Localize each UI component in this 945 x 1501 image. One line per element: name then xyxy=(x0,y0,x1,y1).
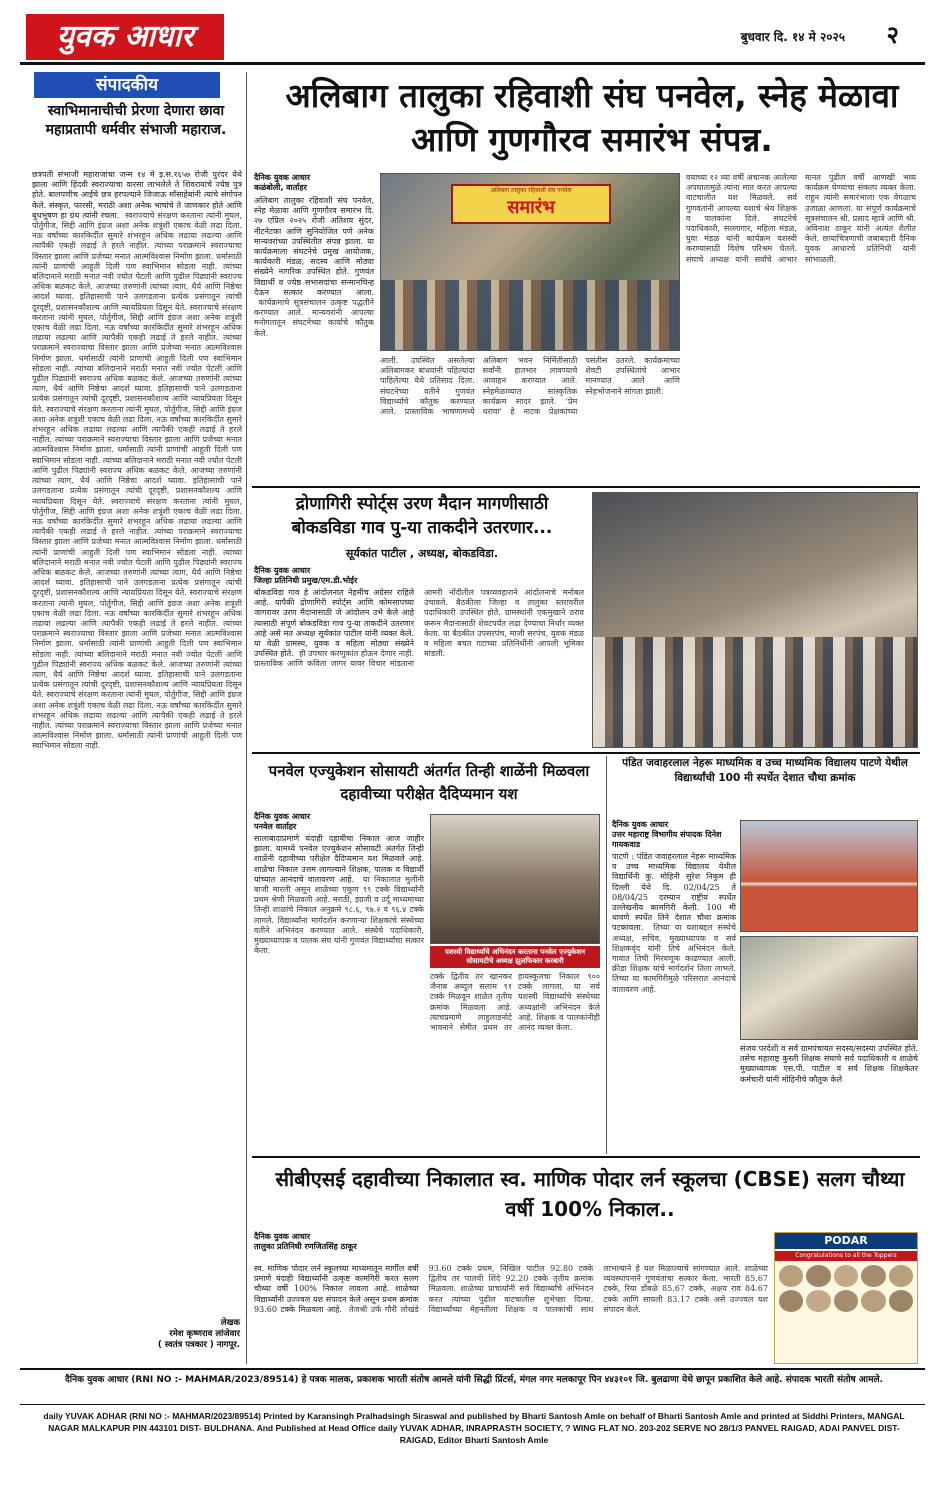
story1-body-col2 xyxy=(380,356,680,484)
story5-body: स्व. माणिक पोदार लर्न स्कूलच्या माध्यमातून मार्गील वर्षी प्रमाणे यंदाही विद्यार्थ्यांनी उत्कृष्ट कामगिरी करत सलग चौथ्या वर्षी 100% निकाल लावला आहे. शाळेच्या विद्यार्थ्यांनी उज्ज्वल यश संपादन केले असून प्रथम क्रमांक 93.60 टक्के मिळवला आहे. xyxy=(254,1264,419,1314)
story1-photo xyxy=(380,173,680,351)
topper-photo xyxy=(861,1265,885,1287)
footer-marathi: दैनिक युवक आधार (RNI NO :- MAHMAR/2023/89514) हे पत्रक मालक, प्रकाशक भारती संतोष आमले यांनी सिद्धी प्रिंटर्स, मंगल नगर मलकापूर पिन ४४३१०१ जि. बुलढाणा येथे छापून प्रकाशित केले आहे. संपादक भारती संतोष आमले. xyxy=(65,1375,883,1385)
story4-photo-track xyxy=(740,820,918,932)
story4-byline xyxy=(612,820,732,850)
story1-bottom-rule xyxy=(252,486,920,488)
story2-subheadline: सूर्यकांत पाटील , अध्यक्ष, बोकडविडा. xyxy=(345,547,499,560)
story2-byline-paper: दैनिक युवक आधार xyxy=(254,566,311,575)
footer-english: daily YUVAK ADHAR (RNI NO :- MAHMAR/2023/89514) Printed by Karansingh Pralhadsingh Siraswal and published by Bharti Santosh Amle on behalf of Bharti Santosh Amle and printed at Siddhi Printers, MANGAL NAGAR MALKAPUR PIN 443101 DIST- BULDHANA. And Published at Head Office daily YUVAK ADHAR, INRAPRASTH SOCIETY, ? WING FLAT NO. 203-202 SERVE NO 28/1/3 PANVEL RAIGAD, ADAI PANVEL DIST-RAIGAD, Editor Bharti Santosh Amle xyxy=(43,1411,905,1445)
story3-body-continued: या निकालात मुलींनी बाजी मारली असून शाळेच्या एकूण ९९ टक्के विद्यार्थ्यांनी प्रथम श्रेणी मिळवली आहे. मराठी, इंग्रजी व उर्दू माध्यमाच्या तिन्ही शाळांचे निकाल अनुक्रमे ९८.६, ९७.२ व ९६.४ टक्के लागले. विद्यार्थ्यांना मार्गदर्शन करणाऱ्या शिक्षकांचे संस्थेच्या वतीने अभिनंदन करण्यात आले. संस्थेचे पदाधिकारी, मुख्याध्यापक व पालक संघ यांनी गुणवंत विद्यार्थ्यांचा सत्कार केला. xyxy=(254,874,424,956)
story4-photo-caption: संजय परदेशी व सर्व ग्रामपंचायत सदस्य/सदस्या उपस्थित होते. तसेच महाराष्ट्र कुस्ती शिक्षक संघाचे सर्व पदाधिकारी व शाळेचे मुख्याध्यापक एस.पी. पाटील व सर्व शिक्षक शिक्षकेतर कर्मचारी यांनी मोहिनीचे कौतुक केले xyxy=(740,1044,918,1084)
story1-photo-people xyxy=(381,280,679,350)
story1-body: अलिबाग तालुका रहिवाशी संघ पनवेल, स्नेह मेळावा आणि गुणगौरव समारंभ दि. २७ एप्रिल २०२५ रोजी अतिशय सुंदर, नीटनेटका आणि सुनियोजित पणे अनेक मान्यवरांच्या उपस्थितीत संपन्न झाला. या कार्यक्रमाला संघटनेचे प्रमुख आयोजक, कार्यकारी मंडळ, सदस्य आणि मोठ्या संख्येने नागरिक उपस्थित होते. गुणवंत विद्यार्थी व ज्येष्ठ सभासदांचा सन्मानचिन्ह देऊन सत्कार करण्यात आला. xyxy=(254,196,374,297)
story2-byline xyxy=(254,566,434,586)
masthead-logo: युवक आधार xyxy=(26,14,224,60)
story4-byline-paper: दैनिक युवक आधार xyxy=(612,820,669,829)
story4-byline-place: उत्तर महाराष्ट्र विभागीय संपादक दिनेश गायकवाड xyxy=(612,830,722,849)
story3-body-col2 xyxy=(430,972,600,1152)
editorial-intro: छत्रपती संभाजी महाराजांचा जन्म १४ मे इ.स.१६५७ रोजी पुरंदर येथे झाला आणि हिंदवी स्वराज्याचा वारसा लाभलेले ते शिवरायांचे ज्येष्ठ पुत्र होते. बालपणीच आईचे छत्र हरपल्याने जिजाऊ माँसाहेबांनी त्यांचे संगोपन केले. संस्कृत, फारसी, मराठी अशा अनेक भाषांचे ते जाणकार होते आणि बुधभूषण हा ग्रंथ त्यांनी रचला. xyxy=(32,170,242,220)
topper-photo xyxy=(834,1290,858,1312)
topper-photo xyxy=(889,1265,913,1287)
story2-body-continued: ही उपचार करणुकांत होऊन देणार नाही. प्रास्ताविक आणि कविता जागर यावर विचार मांडताना आमरी नोंदीतील पत्रव्यवहाराने आंदोलनाचे मनोबल उंचावले. बैठकीला जिल्हा व तालुका स्तरावरील पदाधिकारी उपस्थित होते. ग्रामस्थांनी एकमुखाने ठराव करून मैदानासाठी शेवटपर्यंत लढा देण्याचा निर्धार व्यक्त केला. या बैठकीत उपसरपंच, माजी सरपंच, युवक मंडळ व महिला बचत गटाच्या प्रतिनिधींनी आपली भूमिका मांडली. xyxy=(254,588,584,669)
story1-body-col1 xyxy=(254,196,374,484)
topper-photo xyxy=(806,1265,830,1287)
poster-brand: PODAR xyxy=(775,1233,917,1249)
story3-divider xyxy=(606,756,607,1154)
editorial-body-continued: स्वराज्याचे संरक्षण करताना त्यांनी मुघल, पोर्तुगीज, सिद्दी आणि इंग्रज अशा अनेक शत्रूंशी एकाच वेळी लढा दिला. नऊ वर्षांच्या कारकिर्दीत सुमारे शंभरहून अधिक लढाया लढल्या आणि त्यापैकी एकही लढाई ते हरले नाहीत. त्यांच्या पराक्रमाने स्वराज्याचा विस्तार झाला आणि प्रजेच्या मनात आत्मविश्वास निर्माण झाला. धर्मासाठी त्यांनी प्राणांची आहुती दिली पण स्वाभिमान सोडला नाही. त्यांच्या बलिदानाने मराठी मनात नवी ज्योत पेटली आणि पुढील पिढ्यांनी स्वराज्य अधिक बळकट केले. आजच्या तरुणांनी त्यांच्या त्याग, धैर्य आणि निष्ठेचा आदर्श घ्यावा. इतिहासाची पाने उलगडताना प्रत्येक प्रसंगातून त्यांची दूरदृष्टी, प्रशासनकौशल्य आणि न्यायप्रियता दिसून येते. स्वराज्याचे संरक्षण करताना त्यांनी मुघल, पोर्तुगीज, सिद्दी आणि इंग्रज अशा अनेक शत्रूंशी एकाच वेळी लढा दिला. नऊ वर्षांच्या कारकिर्दीत सुमारे शंभरहून अधिक लढाया लढल्या आणि त्यापैकी एकही लढाई ते हरले नाहीत. त्यांच्या पराक्रमाने स्वराज्याचा विस्तार झाला आणि प्रजेच्या मनात आत्मविश्वास निर्माण झाला. धर्मासाठी त्यांनी प्राणांची आहुती दिली पण स्वाभिमान सोडला नाही. त्यांच्या बलिदानाने मराठी मनात नवी ज्योत पेटली आणि पुढील पिढ्यांनी स्वराज्य अधिक बळकट केले. आजच्या तरुणांनी त्यांच्या त्याग, धैर्य आणि निष्ठेचा आदर्श घ्यावा. इतिहासाची पाने उलगडताना प्रत्येक प्रसंगातून त्यांची दूरदृष्टी, प्रशासनकौशल्य आणि न्यायप्रियता दिसून येते. स्वराज्याचे संरक्षण करताना त्यांनी मुघल, पोर्तुगीज, सिद्दी आणि इंग्रज अशा अनेक शत्रूंशी एकाच वेळी लढा दिला. नऊ वर्षांच्या कारकिर्दीत सुमारे शंभरहून अधिक लढाया लढल्या आणि त्यापैकी एकही लढाई ते हरले नाहीत. त्यांच्या पराक्रमाने स्वराज्याचा विस्तार झाला आणि प्रजेच्या मनात आत्मविश्वास निर्माण झाला. धर्मासाठी त्यांनी प्राणांची आहुती दिली पण स्वाभिमान सोडला नाही. त्यांच्या बलिदानाने मराठी मनात नवी ज्योत पेटली आणि पुढील पिढ्यांनी स्वराज्य अधिक बळकट केले. आजच्या तरुणांनी त्यांच्या त्याग, धैर्य आणि निष्ठेचा आदर्श घ्यावा. इतिहासाची पाने उलगडताना प्रत्येक प्रसंगातून त्यांची दूरदृष्टी, प्रशासनकौशल्य आणि न्यायप्रियता दिसून येते. स्वराज्याचे संरक्षण करताना त्यांनी मुघल, पोर्तुगीज, सिद्दी आणि इंग्रज अशा अनेक शत्रूंशी एकाच वेळी लढा दिला. नऊ वर्षांच्या कारकिर्दीत सुमारे शंभरहून अधिक लढाया लढल्या आणि त्यापैकी एकही लढाई ते हरले नाहीत. त्यांच्या पराक्रमाने स्वराज्याचा विस्तार झाला आणि प्रजेच्या मनात आत्मविश्वास निर्माण झाला. धर्मासाठी त्यांनी प्राणांची आहुती दिली पण स्वाभिमान सोडला नाही. त्यांच्या बलिदानाने मराठी मनात नवी ज्योत पेटली आणि पुढील पिढ्यांनी स्वराज्य अधिक बळकट केले. आजच्या तरुणांनी त्यांच्या त्याग, धैर्य आणि निष्ठेचा आदर्श घ्यावा. इतिहासाची पाने उलगडताना प्रत्येक प्रसंगातून त्यांची दूरदृष्टी, प्रशासनकौशल्य आणि न्यायप्रियता दिसून येते. स्वराज्याचे संरक्षण करताना त्यांनी मुघल, पोर्तुगीज, सिद्दी आणि इंग्रज अशा अनेक शत्रूंशी एकाच वेळी लढा दिला. नऊ वर्षांच्या कारकिर्दीत सुमारे शंभरहून अधिक लढाया लढल्या आणि त्यापैकी एकही लढाई ते हरले नाहीत. त्यांच्या पराक्रमाने स्वराज्याचा विस्तार झाला आणि प्रजेच्या मनात आत्मविश्वास निर्माण झाला. धर्मासाठी त्यांनी प्राणांची आहुती दिली पण स्वाभिमान सोडला नाही. त्यांच्या बलिदानाने मराठी मनात नवी ज्योत पेटली आणि पुढील पिढ्यांनी स्वराज्य अधिक बळकट केले. आजच्या तरुणांनी त्यांच्या त्याग, धैर्य आणि निष्ठेचा आदर्श घ्यावा. इतिहासाची पाने उलगडताना प्रत्येक प्रसंगातून त्यांची दूरदृष्टी, प्रशासनकौशल्य आणि न्यायप्रियता दिसून येते. स्वराज्याचे संरक्षण करताना त्यांनी मुघल, पोर्तुगीज, सिद्दी आणि इंग्रज अशा अनेक शत्रूंशी एकाच वेळी लढा दिला. नऊ वर्षांच्या कारकिर्दीत सुमारे शंभरहून अधिक लढाया लढल्या आणि त्यापैकी एकही लढाई ते हरले नाहीत. त्यांच्या पराक्रमाने स्वराज्याचा विस्तार झाला आणि प्रजेच्या मनात आत्मविश्वास निर्माण झाला. धर्मासाठी त्यांनी प्राणांची आहुती दिली पण स्वाभिमान सोडला नाही. xyxy=(32,210,242,751)
signature-label: लेखक xyxy=(220,1318,240,1328)
page-number: २ xyxy=(886,21,899,49)
story5-body-col xyxy=(254,1264,768,1364)
story3-byline-paper: दैनिक युवक आधार xyxy=(254,812,311,821)
story1-photo-banner xyxy=(451,184,611,224)
story4-bottom-rule xyxy=(252,1156,920,1158)
poster-tagline: Congratulations to all the Toppers xyxy=(775,1251,917,1261)
story1-byline-paper: दैनिक युवक आधार xyxy=(254,173,311,182)
poster-topper-grid xyxy=(775,1261,917,1316)
story4-body-continued: तिच्या या यशाबद्दल संस्थेचे अध्यक्ष, सचिव, मुख्याध्यापक व सर्व शिक्षकवृंद यांनी तिचे अभिनंदन केले. गावात तिची मिरवणूक काढण्यात आली. क्रीडा शिक्षक यांचे मार्गदर्शन तिला लाभले. तिच्या या कामगिरीमुळे परिसरात आनंदाचे वातावरण आहे. xyxy=(612,923,736,994)
story1-body-col3-text: वयाच्या १२ व्या वर्षी अचानक आलेल्या अपघातामुळे त्यांना मात करत आपल्या वाटचालीत यश मिळवले. सर्व गुणवंतांनी आपल्या यशाचे श्रेय शिक्षक व पालकांना दिले. संघटनेचे पदाधिकारी, सल्लागार, महिला मंडळ, युवा मंडळ यांनी कार्यक्रम यशस्वी करण्यासाठी विशेष परिश्रम घेतले. संघाचे अध्यक्ष यांनी सर्वांचे आभार मानत पुढील वर्षी आणखी भव्य कार्यक्रम घेण्याचा संकल्प व्यक्त केला. राहून त्यांनी समारंभाला एक वेगळाच उजाळा आणला. या संपूर्ण कार्यक्रमाचे सूत्रसंचालन श्री. प्रसाद म्हात्रे आणि श्री. अविनाश ठाकूर यांनी अत्यंत शैलीत केले. छायाचित्रणाची जबाबदारी दैनिक युवक आधारचे प्रतिनिधी यांनी सांभाळली. xyxy=(686,173,916,264)
story5-poster xyxy=(774,1232,918,1364)
story1-banner-top: अलिबाग तालुका रहिवाशी संघ पनवेल xyxy=(490,187,572,194)
story2-body-col xyxy=(254,588,584,750)
topper-photo xyxy=(861,1290,885,1312)
story4-body-col xyxy=(612,852,736,1152)
story5-headline: सीबीएसई दहावीच्या निकालात स्व. माणिक पोदार लर्न स्कूलचा (CBSE) सलग चौथ्या वर्षी 100% निकाल.. xyxy=(275,1167,905,1221)
author-name: रमेश कृष्णराव लांजेवार xyxy=(169,1329,240,1339)
masthead-rule xyxy=(20,62,925,65)
topper-photo xyxy=(806,1290,830,1312)
masthead xyxy=(0,0,945,66)
topper-photo xyxy=(889,1290,913,1312)
story2-headline: द्रोणागिरी स्पोर्ट्स उरण मैदान मागणीसाठी बोकडविडा गाव पु-या ताकदीने उतरणार... xyxy=(291,494,553,538)
story4-body: पाटणे : पंडित जवाहरलाल नेहरू माध्यमिक व उच्च माध्यमिक विद्यालय येथील विद्यार्थिनी कु. मोहिनी सुरेश निकुम ही दिल्ली येथे दि. 02/04/25 ते 08/04/25 दरम्यान राष्ट्रीय स्पर्धेत उल्लेखनीय कामगिरी केली. 100 मी धावणे स्पर्धेत तिने देशात चौथा क्रमांक पटकावला. xyxy=(612,852,736,933)
story1-headline: अलिबाग तालुका रहिवाशी संघ पनवेल, स्नेह मेळावा आणि गुणगौरव समारंभ संपन्न. xyxy=(285,76,899,159)
editorial-headline: स्वाभिमानाचीची प्रेरणा देणारा छावा महाप्रतापी धर्मवीर संभाजी महाराज. xyxy=(45,103,227,138)
editorial-signature xyxy=(34,1318,240,1351)
story5-byline xyxy=(254,1232,364,1252)
story1-body-col3 xyxy=(686,173,916,484)
story4-photo-felicitation xyxy=(740,936,918,1040)
topper-photo xyxy=(834,1265,858,1287)
story3-byline-place: पनवेल वार्ताहर xyxy=(254,822,297,831)
story1-byline-place: कळंबोली, वार्ताहर xyxy=(254,183,307,192)
story1-banner-text: समारंभ xyxy=(507,197,555,218)
story5-byline-paper: दैनिक युवक आधार xyxy=(254,1232,311,1241)
story2-body: बोकडविडा गाव हे आंदोलनात नेहमीच अग्रेसर राहिले आहे. यापैकी द्रोणागिरी स्पोर्ट्स आणि कोमसापच्या जागरावर उरण मैदानासाठी जे आंदोलन उभे केले आहे त्यासाठी संपूर्ण बोकडविडा गाव पु-या ताकदीने उतरणार आहे असे मत अध्यक्ष सूर्यकांत पाटील यांनी व्यक्त केले. या वेळी ग्रामस्थ, युवक व महिला मोठ्या संख्येने उपस्थित होते. xyxy=(254,588,414,659)
masthead-date: बुधवार दि. १४ मे २०२५ xyxy=(740,30,845,44)
story2-photo xyxy=(592,492,918,748)
story3-byline xyxy=(254,812,374,832)
story3-headline: पनवेल एज्युकेशन सोसायटी अंतर्गत तिन्ही शाळेंनी मिळवला दहावीच्या परीक्षेत दैदिप्यमान यश xyxy=(268,762,590,803)
topper-photo xyxy=(779,1290,803,1312)
story5-byline-place: तालुका प्रतिनिधी रणजितसिंह ठाकूर xyxy=(254,1242,357,1251)
story5-body-continued: तेजश्री उर्फ गौरी लोखंडे 93.60 टक्के प्रथम, निखिल पाटील 92.80 टक्के द्वितीय तर पालवी शिंदे 92.20 टक्के तृतीय क्रमांक मिळवला. शाळेच्या प्राचार्यांनी सर्व विद्यार्थ्यांचे अभिनंदन करत त्यांच्या पुढील वाटचालीस शुभेच्छा दिल्या. विद्यार्थ्यांच्या मेहनतीला शिक्षक व पालकांची साथ लाभल्याने हे यश मिळाल्याचे सांगण्यात आले. शाळेच्या व्यवस्थापनाने गुणवंतांचा सत्कार केला. भारती 85.67 टक्के, रिया डोंबळे 85.67 टक्के, अक्षय राव 84.67 टक्के आणि सायली 83.17 टक्के असे उज्ज्वल यश संपादन केले. xyxy=(345,1264,768,1314)
footer-top-rule xyxy=(20,1368,925,1370)
story3-body: सालाबादाप्रमाणे यंदाही दहावीचा निकाल आज जाहीर झाला. यामध्ये पनवेल एज्युकेशन सोसायटी अंतर्गत तिन्ही शाळेंनी दहावीच्या परीक्षेत दैदिप्यमान यश मिळवले आहे. शाळेचा निकाल उत्तम लागल्याने शिक्षक, पालक व विद्यार्थी यांच्यात आनंदाचे वातावरण आहे. xyxy=(254,834,424,884)
story2-byline-place: जिल्हा प्रतिनिधी प्रमुख/एम.डी.भोईर xyxy=(254,576,358,585)
author-meta: ( स्वतंत्र पत्रकार ) नागपूर. xyxy=(157,1340,240,1350)
story2-photo-people xyxy=(593,637,917,747)
editorial-divider xyxy=(246,72,247,1364)
story2-bottom-rule xyxy=(252,752,920,754)
story3-photo-caption: यशस्वी विद्यार्थ्यांचे अभिनंदन करताना पनवेल एज्युकेशन सोसायटीचे अध्यक्ष झुलफिकार करबारी xyxy=(430,946,600,968)
story3-body-col1 xyxy=(254,834,424,1152)
story4-headline: पंडित जवाहरलाल नेहरू माध्यमिक व उच्च माध्यमिक विद्यालय पाटणे येथील विद्यार्थ्यांची 100 मी स्पर्धेत देशात चौथा क्रमांक xyxy=(622,757,908,784)
story3-body-col2-text: टक्के द्वितीय तर खानकर जैनाब अब्दुल सलाम ९१ टक्के मिळवून शाळेत तृतीय क्रमांक मिळवला आहे. त्याचप्रमाणे लाहुलाडनोटे भावनाने सेमीत प्रथम तर हायस्कूलचा निकाल ९०० टक्के लागला. या सर्व यशस्वी विद्यार्थ्यांचे संस्थेच्या अध्यक्षांनी अभिनंदन केले आहे. शिक्षक व पालकांनीही आनंद व्यक्त केला. xyxy=(430,972,600,1033)
footer-mid-rule xyxy=(20,1404,925,1405)
topper-photo xyxy=(779,1265,803,1287)
story1-body-continued: कार्यक्रमाचे सूत्रसंचालन उत्कृष्ट पद्धतीने करण्यात आले. मान्यवरांनी आपल्या मनोगतातून संघटनेच्या कार्याचे कौतुक केले. xyxy=(254,298,374,338)
story3-photo xyxy=(430,814,600,944)
editorial-section-label: संपादकीय xyxy=(34,72,220,98)
editorial-body xyxy=(32,170,242,1310)
story1-body-col2-text: आली. उपस्थित असलेल्या अलिबागकर बांधवांनी पहिल्यांदा पाहिलेल्या येथे प्रतिसाद दिला. संघटनेच्या वतीने गुणवंत विद्यार्थ्यांचे कौतुक करण्यात आले. प्रास्ताविक भाषणामध्ये अलिबाग भवन निर्मितीसाठी सर्वांनी हातभार लावण्याचे आवाहन करण्यात आले. स्नेहमेळाव्यात सांस्कृतिक कार्यक्रम सादर झाले. 'प्रेम धरावा' हे नाटक प्रेक्षकांच्या पसंतीस उतरले. कार्यक्रमाच्या शेवटी उपस्थितांचे आभार मानण्यात आले आणि स्नेहभोजनाने सांगता झाली. xyxy=(380,356,680,417)
